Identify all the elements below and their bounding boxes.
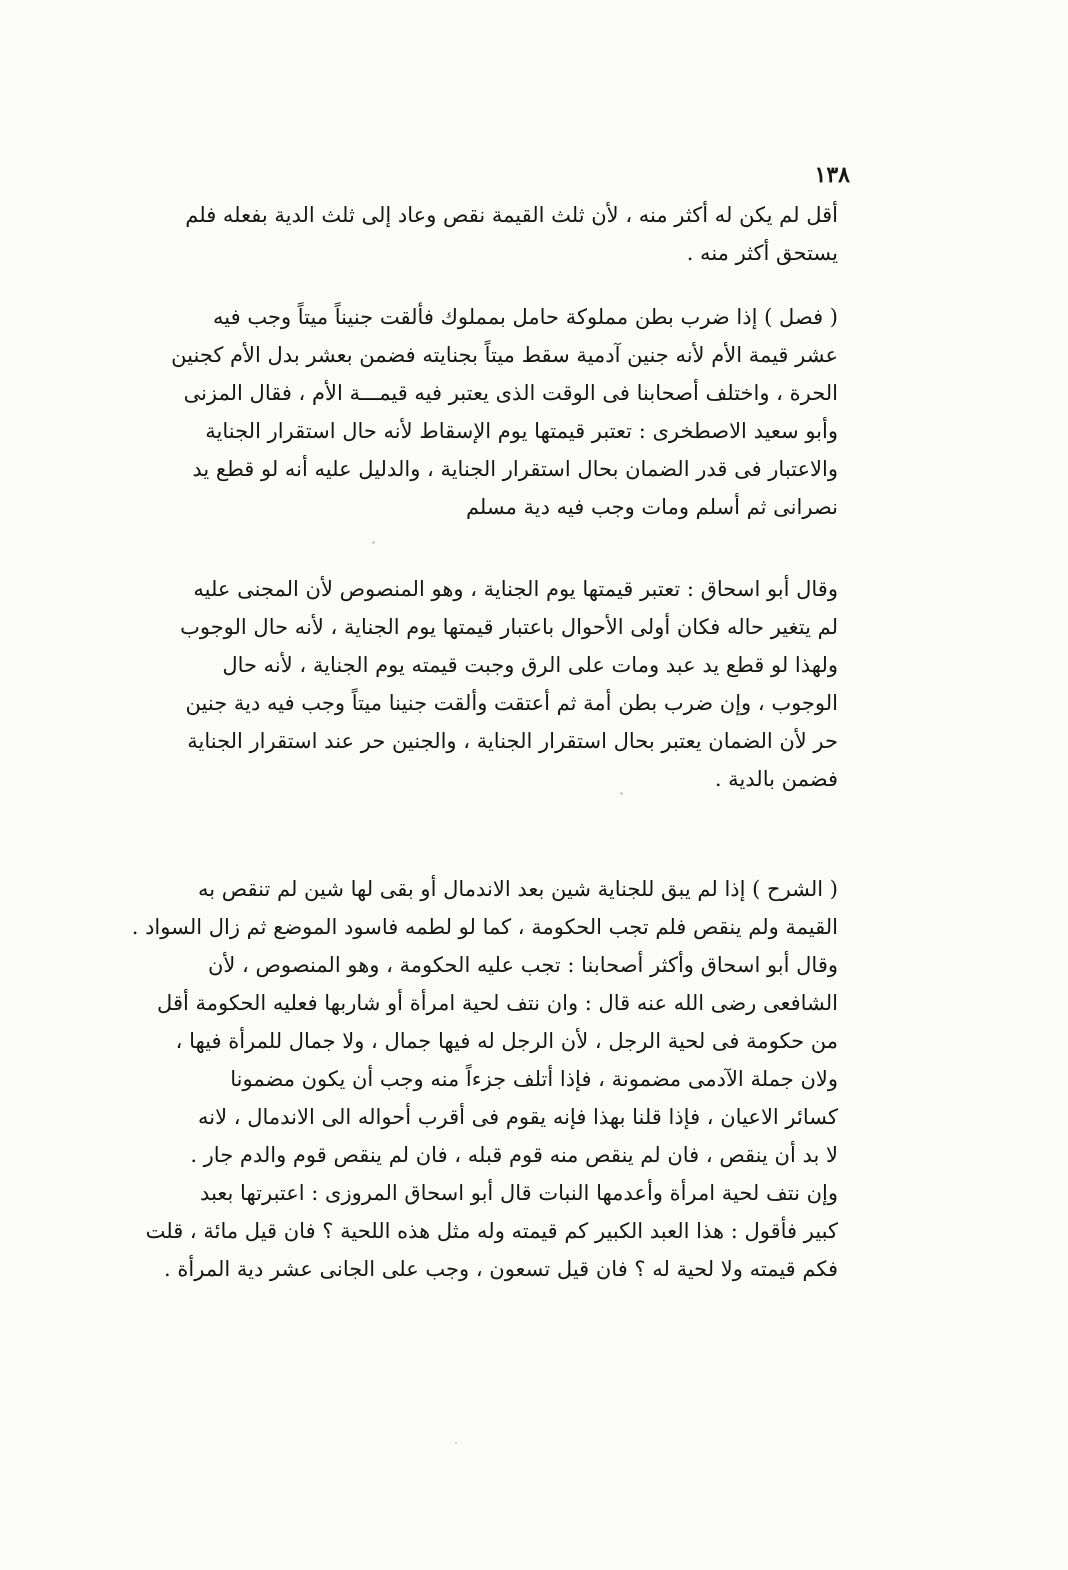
text-line: ولهذا لو قطع يد عبد ومات على الرق وجبت قيمته يوم الجناية ، لأنه حال: [222, 653, 838, 677]
paragraph-abu-ishaq: [128, 570, 838, 798]
text-line: وقال أبو اسحاق وأكثر أصحابنا : تجب عليه الحكومة ، وهو المنصوص ، لأن: [207, 953, 838, 977]
text-line: عشر قيمة الأم لأنه جنين آدمية سقط ميتاً بجنايته فضمن بعشر بدل الأم كجنين: [171, 343, 838, 367]
page-number: ١٣٨: [814, 162, 850, 188]
text-line: الوجوب ، وإن ضرب بطن أمة ثم أعتقت وألقت جنينا ميتاً وجب فيه دية جنين: [185, 691, 838, 715]
text-line: أقل لم يكن له أكثر منه ، لأن ثلث القيمة نقص وعاد إلى ثلث الدية بفعله فلم: [185, 203, 838, 227]
text-line: فضمن بالدية .: [714, 767, 838, 791]
paragraph-sharh: [128, 870, 838, 1288]
text-line: وأبو سعيد الاصطخرى : تعتبر قيمتها يوم الإسقاط لأنه حال استقرار الجناية: [205, 419, 838, 443]
text-line: كبير فأقول : هذا العبد الكبير كم قيمته وله مثل هذه اللحية ؟ فان قيل مائة ، قلت: [145, 1219, 838, 1243]
text-line: ( فصل ) إذا ضرب بطن مملوكة حامل بمملوك فألقت جنيناً ميتاً وجب فيه: [213, 305, 838, 329]
text-line: وقال أبو اسحاق : تعتبر قيمتها يوم الجناية ، وهو المنصوص لأن المجنى عليه: [193, 577, 838, 601]
text-line: وإن نتف لحية امرأة وأعدمها النبات قال أبو اسحاق المروزى : اعتبرتها بعبد: [200, 1181, 838, 1205]
text-line: يستحق أكثر منه .: [686, 241, 838, 265]
text-line: نصرانى ثم أسلم ومات وجب فيه دية مسلم: [465, 495, 838, 519]
text-line: لا بد أن ينقص ، فان لم ينقص منه قوم قبله ، فان لم ينقص قوم والدم جار .: [190, 1143, 838, 1167]
paragraph-1: [128, 196, 838, 272]
text-line: كسائر الاعيان ، فإذا قلنا بهذا فإنه يقوم فى أقرب أحواله الى الاندمال ، لانه: [198, 1105, 838, 1129]
text-line: القيمة ولم ينقص فلم تجب الحكومة ، كما لو لطمه فاسود الموضع ثم زال السواد .: [131, 915, 838, 939]
scan-speck: [455, 1442, 457, 1444]
scan-speck: [620, 792, 623, 795]
text-line: حر لأن الضمان يعتبر بحال استقرار الجناية ، والجنين حر عند استقرار الجناية: [187, 729, 838, 753]
text-line: ( الشرح ) إذا لم يبق للجناية شين بعد الاندمال أو بقى لها شين لم تنقص به: [198, 877, 838, 901]
scan-speck: [372, 541, 375, 544]
text-line: فكم قيمته ولا لحية له ؟ فان قيل تسعون ، وجب على الجانى عشر دية المرأة .: [164, 1257, 838, 1281]
paragraph-fasl: [128, 298, 838, 526]
text-line: الحرة ، واختلف أصحابنا فى الوقت الذى يعتبر فيه قيمـــة الأم ، فقال المزنى: [183, 381, 838, 405]
text-line: الشافعى رضى الله عنه قال : وان نتف لحية امرأة أو شاربها فعليه الحكومة أقل: [157, 991, 838, 1015]
text-line: لم يتغير حاله فكان أولى الأحوال باعتبار قيمتها يوم الجناية ، لأنه حال الوجوب: [180, 615, 838, 639]
text-line: ولان جملة الآدمى مضمونة ، فإذا أتلف جزءاً منه وجب أن يكون مضمونا: [230, 1067, 838, 1091]
text-line: من حكومة فى لحية الرجل ، لأن الرجل له فيها جمال ، ولا جمال للمرأة فيها ،: [175, 1029, 838, 1053]
text-line: والاعتبار فى قدر الضمان بحال استقرار الجناية ، والدليل عليه أنه لو قطع يد: [192, 457, 838, 481]
